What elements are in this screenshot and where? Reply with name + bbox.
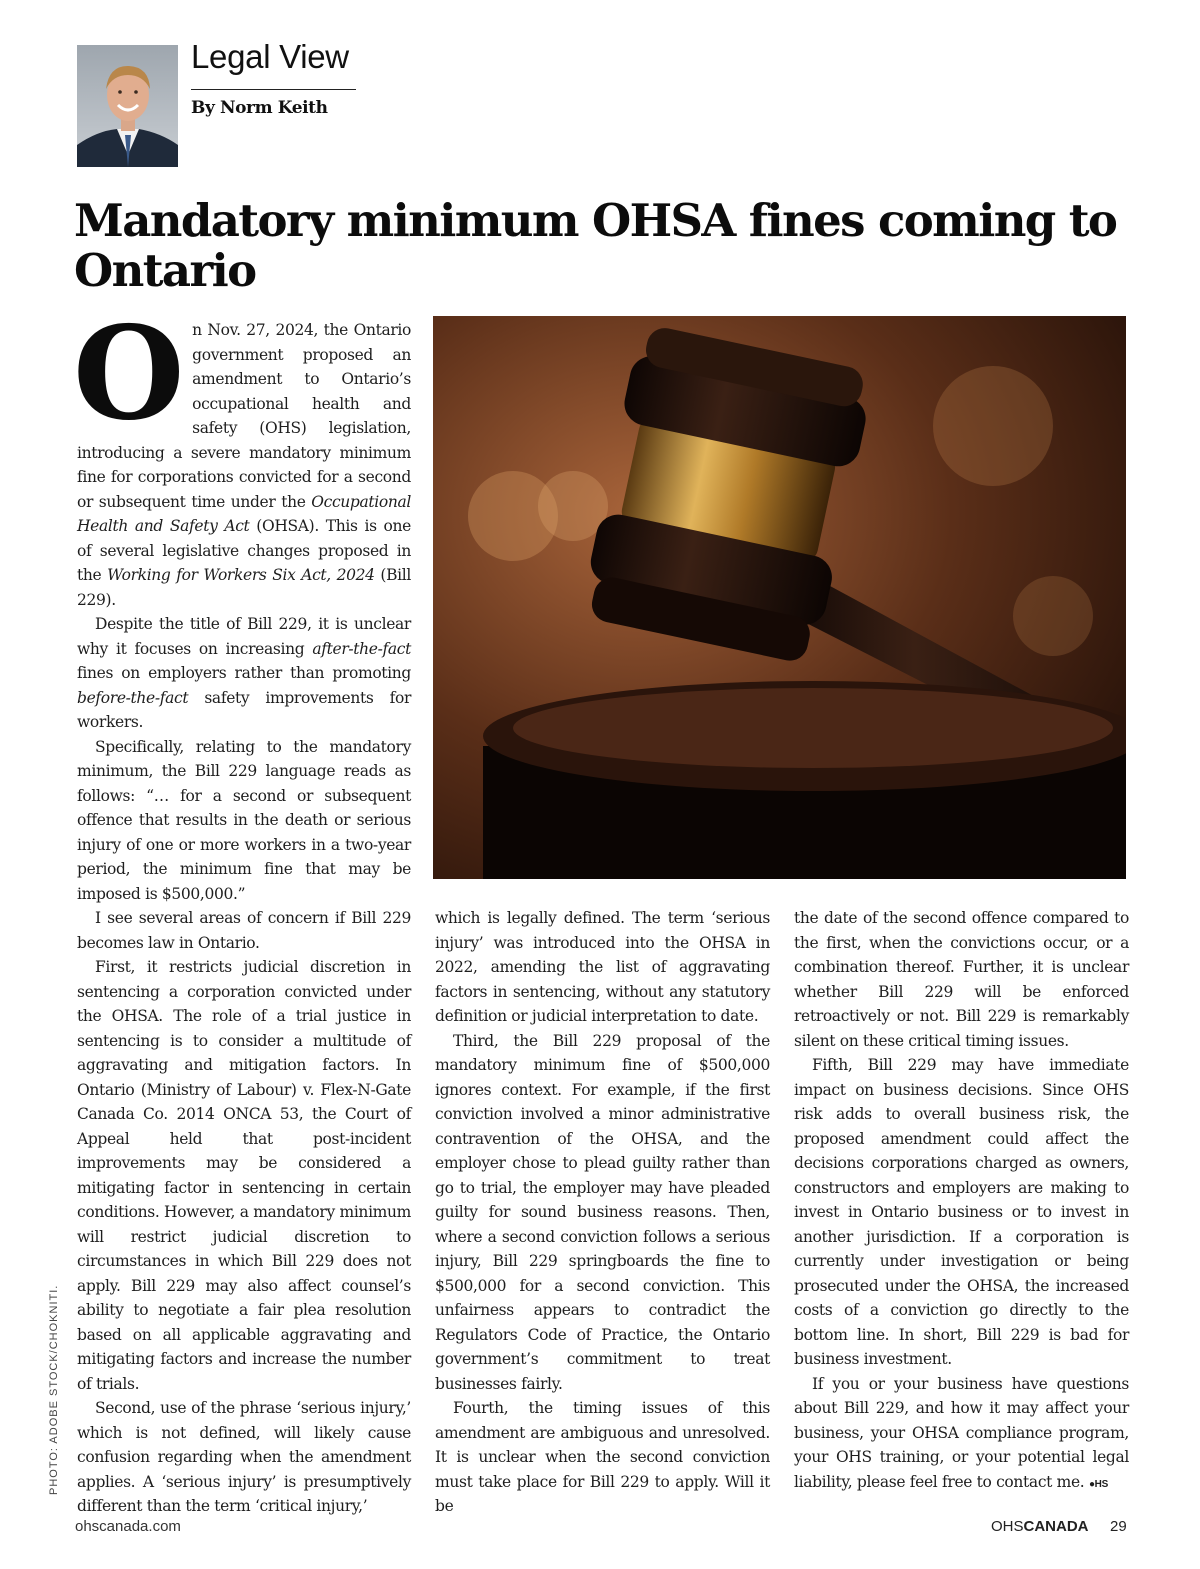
footer-url[interactable]: ohscanada.com [75,1518,181,1535]
paragraph: Fourth, the timing issues of this amendment are ambiguous and unresolved. It is unclear when the second conviction must take place for Bill 229 to apply. Will it be [435,1399,770,1515]
paragraph: Second, use of the phrase ‘serious injury,’ which is not defined, will likely cause confusion regarding when the amendment applies. A ‘serious injury’ is presumptively different than the term ‘critical injury,’ [77,1399,411,1515]
headline: Mandatory minimum OHSA fines coming to Ontario [74,194,1117,297]
photo-credit: PHOTO: ADOBE STOCK/CHOKNITI. [48,1284,60,1495]
paragraph: I see several areas of concern if Bill 229 becomes law in Ontario. [77,909,411,952]
header-rule [191,89,356,90]
author-headshot [77,45,178,167]
drop-cap: O [73,299,185,449]
paragraph: Despite the title of Bill 229, it is unclear why it focuses on increasing after-the-fact fines on employers rather than promoting before-the-fact safety improvements for workers. [77,615,411,731]
article-column-3 [794,906,1129,1496]
paragraph-continued: the date of the second offence compared to the first, when the convictions occur, or a combination thereof. Further, it is unclear whether Bill 229 will be enforced retroactively or not. Bill 229 is remarkably silent on these critical timing issues. [794,909,1129,1050]
page-number: 29 [1110,1518,1127,1535]
paragraph-closing: If you or your business have questions about Bill 229, and how it may affect your business, your OHSA compliance program, your OHS training, or your potential legal liability, please feel free to contact me. ●HS [794,1374,1129,1491]
paragraph: Specifically, relating to the mandatory minimum, the Bill 229 language reads as follows: “… for a second or subsequent offence that results in the death or serious injury of one or more workers in a two-year period, the minimum fine that may be imposed is $500,000.” [77,737,411,903]
paragraph: Third, the Bill 229 proposal of the mandatory minimum fine of $500,000 ignores context. For example, if the first conviction involved a minor administrative contravention of the OHSA, and the employer chose to plead guilty rather than go to trial, the employer may have pleaded guilty for sound business reasons. Then, where a second conviction follows a serious injury, Bill 229 springboards the fine to $500,000 for a second conviction. This unfairness appears to contradict the Regulators Code of Practice, the Ontario government’s commitment to treat businesses fairly. [435,1031,770,1393]
paragraph-continued: which is legally defined. The term ‘serious injury’ was introduced into the OHSA in 2022, amending the list of aggravating factors in sentencing, without any statutory definition or judicial interpretation to date. [435,909,770,1025]
paragraph: Fifth, Bill 229 may have immediate impact on business decisions. Since OHS risk adds to overall business risk, the proposed amendment could affect the decisions corporations charged as owners, constructors and employers are making to invest in Ontario business or to invest in another jurisdiction. If a corporation is currently under investigation or being prosecuted under the OHSA, the increased costs of a conviction go directly to the bottom line. In short, Bill 229 is bad for business investment. [794,1056,1129,1368]
paragraph: First, it restricts judicial discretion in sentencing a corporation convicted under the OHSA. The role of a trial justice in sentencing is to consider a multitude of aggravating and mitigation factors. In Ontario (Ministry of Labour) v. Flex-N-Gate Canada Co. 2014 ONCA 53, the Court of Appeal held that post-incident improvements may be considered a mitigating factor in sentencing in certain conditions. However, a mandatory minimum will restrict judicial discretion to circumstances in which Bill 229 does not apply. Bill 229 may also affect counsel’s ability to negotiate a fair plea resolution based on all applicable aggravating and mitigating factors and increase the number of trials. [77,958,411,1393]
footer-magazine-name: OHSCANADA [991,1518,1089,1535]
column-name: Legal View [191,38,349,75]
article-column-1 [73,299,411,1515]
end-mark-icon: ●HS [1088,1478,1108,1490]
byline: By Norm Keith [191,98,328,118]
paragraph-intro: On Nov. 27, 2024, the Ontario government proposed an amendment to Ontario’s occupational health and safety (OHS) legislation, introducing a severe mandatory minimum fine for corporations convicted for a second or subsequent time under the Occupational Health and Safety Act (OHSA). This is one of several legislative changes proposed in the Working for Workers Six Act, 2024 (Bill 229). [73,299,411,609]
gavel-photo [433,316,1126,879]
article-column-2 [435,906,770,1515]
